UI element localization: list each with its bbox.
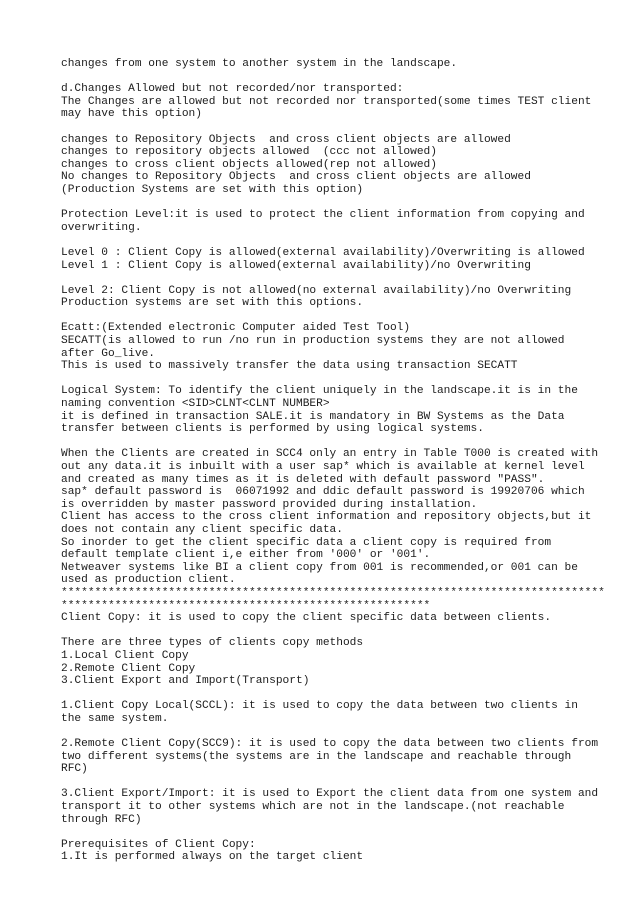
text-line: 1.Local Client Copy [61, 649, 189, 662]
text-line: Ecatt:(Extended electronic Computer aided Test Tool) [61, 322, 411, 335]
text-paragraph [61, 58, 633, 71]
text-line: is overridden by master password provided during installation. [61, 498, 478, 511]
text-line: 3.Client Export and Import(Transport) [61, 675, 310, 688]
text-line: Level 1 : Client Copy is allowed(external availability)/no Overwriting [61, 259, 531, 272]
text-line: the same system. [61, 712, 169, 725]
text-line: used as production client. [61, 574, 236, 587]
document-page [61, 58, 633, 877]
text-line: Netweaver systems like BI a client copy from 001 is recommended,or 001 can be [61, 561, 578, 574]
text-line: after Go_live. [61, 347, 155, 360]
text-line: out any data.it is inbuilt with a user sap* which is available at kernel level [61, 461, 585, 473]
text-line: 1.It is performed always on the target client [61, 851, 364, 864]
text-paragraph [61, 448, 633, 624]
text-paragraph [61, 247, 633, 272]
text-line: The Changes are allowed but not recorded nor transported(some times TEST client [61, 95, 592, 108]
text-line: changes to cross client objects allowed(rep not allowed) [61, 158, 437, 171]
text-paragraph [61, 788, 633, 826]
text-paragraph [61, 322, 633, 372]
text-line: When the Clients are created in SCC4 only an entry in Table T000 is created with [61, 448, 599, 461]
text-line: transport it to other systems which are not in the landscape.(not reachable [61, 801, 565, 814]
text-line: This is used to massively transfer the data using transaction SECATT [61, 360, 518, 373]
text-line: Client Copy: it is used to copy the client specific data between clients. [61, 612, 552, 625]
text-line: may have this option) [61, 108, 202, 121]
text-line: sap* default password is 06071992 and ddic default password is 19920706 which [61, 486, 585, 499]
text-line: Production systems are set with this options. [61, 297, 364, 310]
text-line: does not contain any client specific data. [61, 523, 343, 536]
text-line: ********************************************************************************* [61, 586, 605, 599]
text-line: Logical System: To identify the client uniquely in the landscape.it is in the [61, 385, 578, 398]
text-paragraph [61, 385, 633, 435]
text-line: 2.Remote Client Copy(SCC9): it is used to copy the data between two clients from [61, 738, 599, 751]
text-line: Level 0 : Client Copy is allowed(external availability)/Overwriting is allowed [61, 246, 585, 259]
text-paragraph [61, 738, 633, 776]
text-line: So inorder to get the client specific data a client copy is required from [61, 536, 552, 549]
text-line: and created as many times as it is deleted with default password "PASS". [61, 473, 545, 486]
text-line: changes to Repository Objects and cross client objects are allowed [61, 133, 511, 146]
text-line: ******************************************************* [61, 599, 431, 612]
text-line: changes from one system to another system in the landscape. [61, 58, 458, 70]
text-line: There are three types of clients copy methods [61, 637, 364, 650]
text-line: Level 2: Client Copy is not allowed(no external availability)/no Overwriting [61, 284, 572, 297]
text-line: two different systems(the systems are in the landscape and reachable through [61, 750, 572, 763]
text-line: (Production Systems are set with this option) [61, 183, 364, 196]
text-line: naming convention <SID>CLNT<CLNT NUMBER> [61, 398, 330, 411]
text-line: RFC) [61, 763, 88, 776]
text-line: 2.Remote Client Copy [61, 662, 196, 675]
text-line: overwriting. [61, 221, 142, 234]
text-paragraph [61, 134, 633, 197]
text-paragraph [61, 637, 633, 687]
text-paragraph [61, 285, 633, 310]
text-line: Prerequisites of Client Copy: [61, 838, 256, 851]
text-line: Protection Level:it is used to protect the client information from copying and [61, 209, 585, 222]
text-line: 1.Client Copy Local(SCCL): it is used to copy the data between two clients in [61, 700, 578, 713]
text-line: d.Changes Allowed but not recorded/nor transported: [61, 83, 404, 96]
text-paragraph [61, 209, 633, 234]
text-line: through RFC) [61, 813, 142, 826]
text-line: it is defined in transaction SALE.it is mandatory in BW Systems as the Data [61, 410, 565, 423]
text-line: Client has access to the cross client information and repository objects,but it [61, 511, 592, 524]
text-line: transfer between clients is performed by using logical systems. [61, 423, 484, 436]
text-line: SECATT(is allowed to run /no run in production systems they are not allowed [61, 335, 565, 348]
text-line: changes to repository objects allowed (ccc not allowed) [61, 146, 437, 159]
text-paragraph [61, 700, 633, 725]
text-line: No changes to Repository Objects and cross client objects are allowed [61, 171, 531, 184]
text-paragraph [61, 839, 633, 864]
text-line: default template client i,e either from '000' or '001'. [61, 549, 431, 562]
text-line: 3.Client Export/Import: it is used to Export the client data from one system and [61, 788, 599, 801]
text-paragraph [61, 83, 633, 121]
